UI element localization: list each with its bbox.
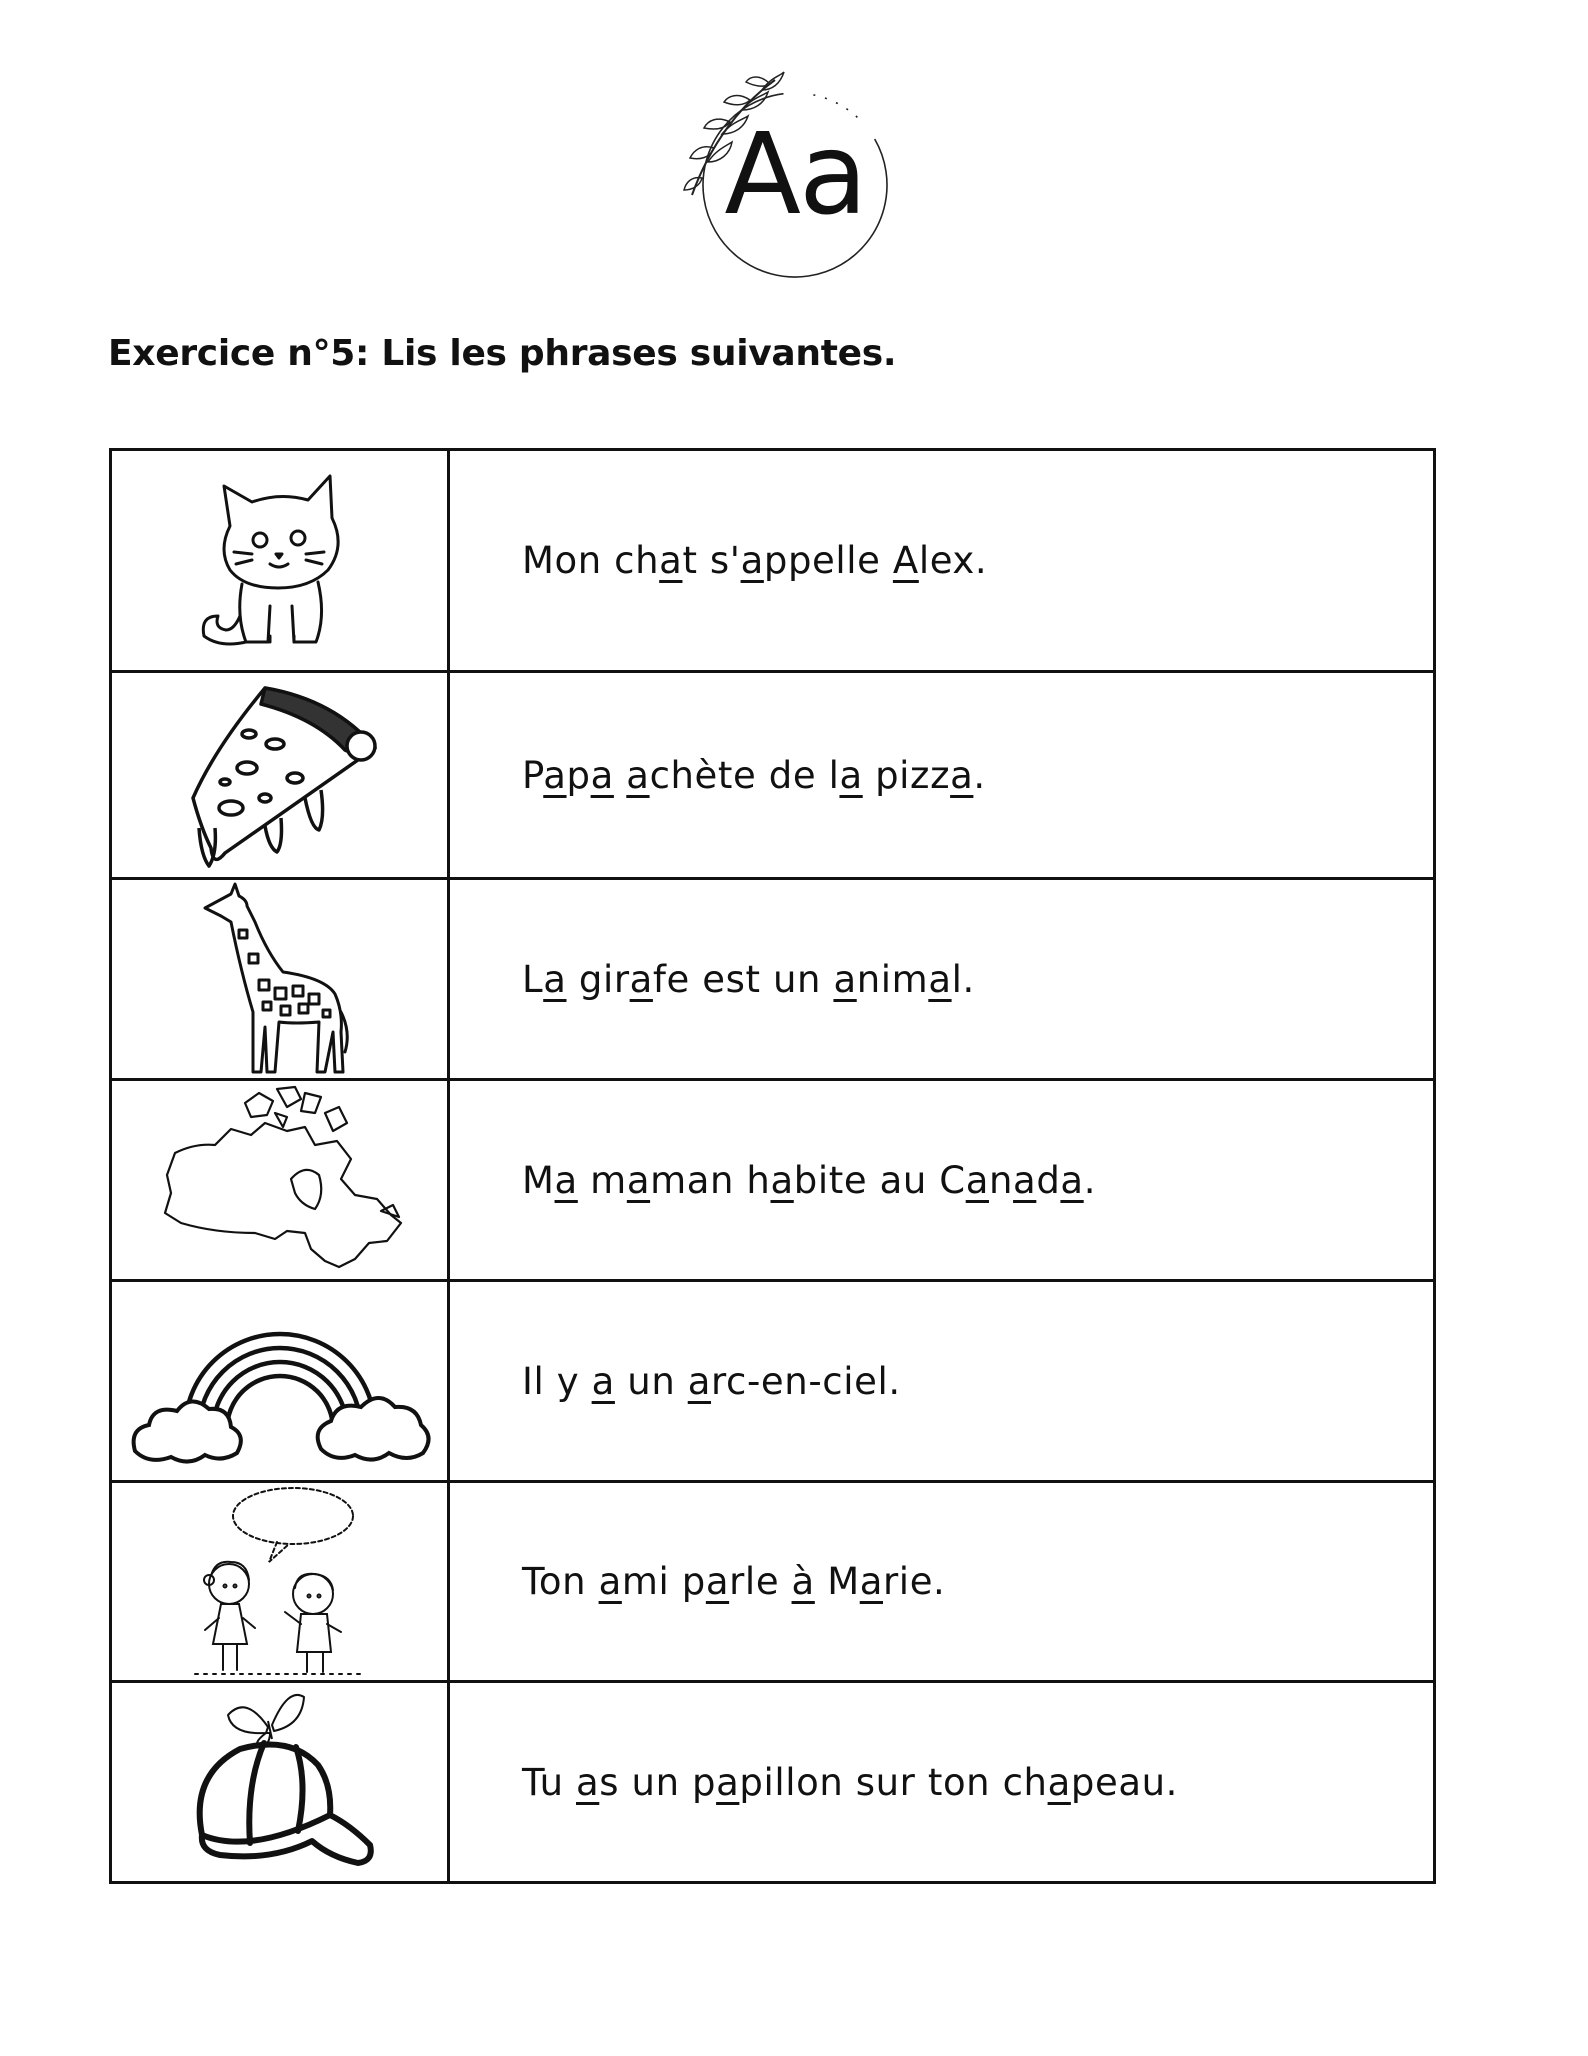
underlined-letter: a bbox=[598, 1560, 622, 1603]
text-segment: fe est un bbox=[652, 957, 834, 1001]
sentence-cell bbox=[449, 879, 1435, 1080]
text-segment: d bbox=[1036, 1158, 1061, 1202]
table-row bbox=[111, 1281, 1435, 1482]
underlined-letter: a bbox=[705, 1560, 730, 1603]
underlined-letter: a bbox=[965, 1158, 989, 1202]
underlined-letter: a bbox=[543, 957, 567, 1001]
text-segment: Ton bbox=[522, 1560, 599, 1603]
sentence-cell bbox=[449, 672, 1435, 879]
underlined-letter: a bbox=[740, 539, 764, 582]
text-segment: . bbox=[1083, 1158, 1097, 1202]
text-segment: un bbox=[614, 1359, 688, 1403]
text-segment: ppelle bbox=[763, 539, 893, 582]
text-segment: . bbox=[973, 753, 986, 797]
text-segment: l. bbox=[951, 957, 975, 1001]
sentence-text bbox=[522, 1360, 901, 1403]
sentence-text bbox=[522, 1560, 945, 1603]
sentence-cell bbox=[449, 1080, 1435, 1281]
text-segment: rie. bbox=[883, 1560, 946, 1603]
sentence-cell bbox=[449, 1682, 1435, 1883]
text-segment: peau. bbox=[1070, 1760, 1179, 1804]
text-segment: bite au C bbox=[793, 1158, 966, 1202]
text-segment: pillon sur ton ch bbox=[739, 1760, 1048, 1804]
underlined-letter: à bbox=[791, 1560, 815, 1603]
table-row bbox=[111, 879, 1435, 1080]
underlined-letter: a bbox=[626, 1158, 651, 1202]
text-segment: lex. bbox=[918, 539, 988, 582]
image-cell bbox=[111, 1281, 449, 1482]
underlined-letter: a bbox=[950, 753, 974, 797]
underlined-letter: a bbox=[591, 1359, 615, 1403]
text-segment: gir bbox=[566, 957, 630, 1001]
text-segment: Mon ch bbox=[522, 539, 660, 582]
text-segment: t s' bbox=[682, 539, 741, 582]
exercise-title: Exercice n°5: Lis les phrases suivantes. bbox=[108, 333, 897, 374]
text-segment: rc-en-ciel. bbox=[711, 1359, 901, 1403]
image-cell bbox=[111, 1080, 449, 1281]
text-segment: P bbox=[522, 753, 544, 797]
text-segment: n bbox=[988, 1158, 1014, 1202]
underlined-letter: a bbox=[659, 539, 683, 582]
underlined-letter: a bbox=[629, 957, 653, 1001]
sentence-cell bbox=[449, 1281, 1435, 1482]
table-row bbox=[111, 1682, 1435, 1883]
text-segment: M bbox=[814, 1560, 860, 1603]
text-segment: s un p bbox=[599, 1760, 717, 1804]
underlined-letter: a bbox=[1047, 1760, 1071, 1804]
table-row bbox=[111, 1482, 1435, 1682]
underlined-letter: a bbox=[590, 753, 614, 797]
text-segment: pizz bbox=[862, 753, 951, 797]
image-cell bbox=[111, 1482, 449, 1682]
underlined-letter: a bbox=[554, 1158, 578, 1202]
text-segment: m bbox=[577, 1158, 627, 1202]
logo-letter: Aa bbox=[724, 110, 866, 240]
text-segment: L bbox=[522, 957, 544, 1001]
underlined-letter: a bbox=[543, 753, 567, 797]
sentence-text bbox=[522, 539, 987, 582]
sentence-text bbox=[522, 1761, 1178, 1804]
reading-table bbox=[109, 448, 1436, 1884]
sentence-text bbox=[522, 958, 975, 1001]
underlined-letter: a bbox=[687, 1359, 712, 1403]
table-row bbox=[111, 1080, 1435, 1281]
canada-map-icon bbox=[155, 1083, 405, 1278]
text-segment bbox=[614, 754, 626, 797]
text-segment: Tu bbox=[522, 1760, 576, 1804]
image-cell bbox=[111, 672, 449, 879]
table-row bbox=[111, 672, 1435, 879]
underlined-letter: a bbox=[716, 1760, 740, 1804]
text-segment: M bbox=[522, 1158, 555, 1202]
text-segment: rle bbox=[729, 1560, 792, 1603]
underlined-letter: a bbox=[770, 1158, 794, 1202]
text-segment: Il y bbox=[522, 1359, 592, 1403]
text-segment: man h bbox=[650, 1158, 771, 1202]
underlined-letter: A bbox=[892, 539, 919, 582]
giraffe-icon bbox=[195, 882, 365, 1077]
underlined-letter: a bbox=[1013, 1158, 1037, 1202]
image-cell bbox=[111, 450, 449, 672]
pizza-icon bbox=[165, 678, 395, 873]
sentence-text bbox=[522, 1159, 1096, 1202]
underlined-letter: a bbox=[859, 1560, 883, 1603]
image-cell bbox=[111, 879, 449, 1080]
image-cell bbox=[111, 1682, 449, 1883]
underlined-letter: a bbox=[626, 753, 650, 797]
underlined-letter: a bbox=[839, 753, 863, 797]
rainbow-icon bbox=[125, 1289, 435, 1474]
letter-logo bbox=[680, 70, 910, 290]
underlined-letter: a bbox=[576, 1760, 600, 1804]
underlined-letter: a bbox=[1060, 1158, 1084, 1202]
sentence-cell bbox=[449, 1482, 1435, 1682]
text-segment: p bbox=[566, 753, 591, 797]
text-segment: chète de l bbox=[649, 753, 840, 797]
text-segment: nim bbox=[856, 957, 929, 1001]
underlined-letter: a bbox=[833, 957, 857, 1001]
sentence-cell bbox=[449, 450, 1435, 672]
text-segment: mi p bbox=[621, 1560, 706, 1603]
cat-icon bbox=[190, 466, 370, 656]
underlined-letter: a bbox=[928, 957, 952, 1001]
cap-butterfly-icon bbox=[180, 1685, 380, 1880]
sentence-text bbox=[522, 754, 986, 797]
children-talking-icon bbox=[185, 1484, 375, 1679]
table-row bbox=[111, 450, 1435, 672]
